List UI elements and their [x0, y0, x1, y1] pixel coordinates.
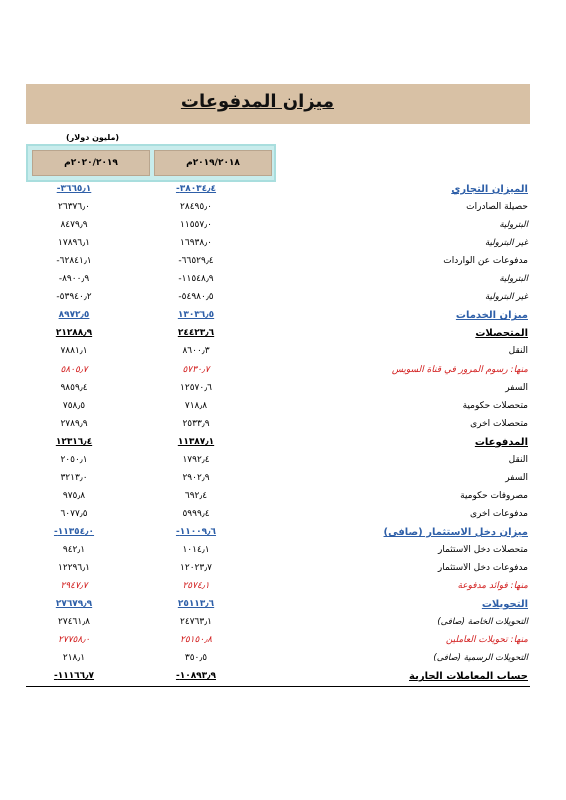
- value-2019-2020: ٨٤٧٩٫٩: [60, 220, 88, 231]
- value-2018-2019: ٣٥٠٫٥: [184, 653, 208, 664]
- row-label: منها: تحويلات العاملين: [445, 635, 528, 646]
- value-2019-2020: -١١٣٥٤٫٠: [53, 526, 95, 537]
- value-2019-2020: ٢٠٥٠٫١: [60, 454, 88, 465]
- table-row: [0, 562, 566, 579]
- value-2019-2020: ٢٧٤٦١٫٨: [58, 617, 90, 628]
- row-label: حصيلة الصادرات: [466, 202, 528, 213]
- value-2019-2020: -٣٦٦٥٫١: [56, 184, 92, 194]
- table-row: [0, 273, 566, 290]
- value-2019-2020: ٧٥٨٫٥: [62, 400, 86, 411]
- row-label: غير البترولية: [485, 238, 528, 249]
- value-2019-2020: ٢٧٨٩٫٩: [60, 418, 88, 429]
- value-2019-2020: -٦٢٨٤١٫١: [56, 256, 92, 267]
- value-2019-2020: ١٢٢٩٦٫١: [58, 563, 90, 574]
- row-label: الميزان التجاري: [451, 184, 528, 195]
- value-2018-2019: ٦٩٢٫٤: [184, 490, 208, 501]
- row-label: البترولية: [499, 274, 528, 285]
- column-header-2018-2019: ٢٠١٩/٢٠١٨م: [154, 150, 272, 176]
- table-row: [0, 237, 566, 254]
- value-2018-2019: ٥٧٣٠٫٧: [182, 364, 210, 375]
- total-rule: [26, 686, 530, 687]
- table-row: [0, 327, 566, 344]
- value-2018-2019: ١٦٩٣٨٫٠: [180, 238, 212, 249]
- value-2019-2020: ٩٨٥٩٫٤: [60, 382, 88, 393]
- value-2018-2019: ٢٤٧٦٣٫١: [180, 617, 212, 628]
- page-title: ميزان المدفوعات: [180, 91, 334, 112]
- table-row: [0, 472, 566, 489]
- row-label: السفر: [505, 382, 528, 393]
- value-2018-2019: ١٠١٤٫١: [182, 545, 210, 555]
- value-2019-2020: -٨٩٠٠٫٩: [58, 274, 90, 285]
- table-row: [0, 580, 566, 597]
- unit-note: (مليون دولار): [66, 133, 120, 142]
- value-2019-2020: ٢٦٣٧٦٫٠: [58, 202, 90, 213]
- value-2018-2019: ٧١٨٫٨: [184, 400, 208, 411]
- value-2018-2019: -١٠٨٩٣٫٩: [175, 671, 217, 682]
- row-label: متحصلات دخل الاستثمار: [438, 545, 528, 555]
- table-row: [0, 544, 566, 561]
- row-label: حساب المعاملات الجارية: [409, 671, 528, 683]
- row-label: متحصلات اخرى: [470, 418, 528, 429]
- table-row: [0, 454, 566, 471]
- row-label: التحويلات الرسمية (صافى): [433, 653, 528, 664]
- value-2019-2020: ٩٧٥٫٨: [62, 490, 86, 501]
- value-2018-2019: ١٢٥٧٠٫٦: [180, 382, 212, 393]
- value-2018-2019: -٣٨٠٣٤٫٤: [175, 184, 217, 194]
- value-2019-2020: ٣٢١٣٫٠: [60, 472, 88, 483]
- row-label: المدفوعات: [474, 436, 528, 448]
- value-2018-2019: ٢٥١١٣٫٦: [177, 599, 215, 610]
- value-2019-2020: ٩٤٢٫١: [62, 545, 86, 555]
- row-label: السفر: [505, 472, 528, 483]
- row-label: مدفوعات دخل الاستثمار: [437, 563, 528, 574]
- value-2019-2020: ٢١٢٨٨٫٩: [55, 328, 93, 339]
- value-2018-2019: ٢٥٣٣٫٩: [182, 418, 210, 429]
- value-2019-2020: ٢٩٤٧٫٧: [60, 581, 88, 592]
- row-label: ميزان الخدمات: [455, 310, 528, 322]
- row-label: غير البترولية: [485, 292, 528, 303]
- row-label: النقل: [508, 346, 528, 357]
- table-row: [0, 255, 566, 272]
- value-2018-2019: -١١٥٤٨٫٩: [178, 274, 214, 285]
- table-row: [0, 183, 566, 200]
- row-label: النقل: [508, 454, 528, 465]
- value-2018-2019: -١١٠٠٩٫٦: [175, 526, 217, 537]
- table-row: [0, 508, 566, 525]
- table-row: [0, 616, 566, 633]
- value-2018-2019: ١١٣٨٧٫١: [177, 436, 215, 447]
- value-2018-2019: ٢٩٠٢٫٩: [182, 472, 210, 483]
- table-row: [0, 400, 566, 417]
- column-header-2019-2020: ٢٠٢٠/٢٠١٩م: [32, 150, 150, 176]
- value-2018-2019: ١٢٠٢٣٫٧: [180, 563, 212, 574]
- value-2018-2019: ١٧٩٢٫٤: [182, 454, 210, 465]
- value-2018-2019: ١٣٠٣٦٫٥: [177, 310, 215, 321]
- value-2019-2020: ٢٧٦٧٩٫٩: [55, 599, 93, 610]
- value-2018-2019: -٥٤٩٨٠٫٥: [178, 292, 214, 303]
- value-2018-2019: ٢٤٤٢٣٫٦: [177, 328, 215, 339]
- table-row: [0, 345, 566, 362]
- title-banner: [26, 84, 530, 124]
- row-label: منها: رسوم المرور في قناة السويس: [391, 364, 528, 375]
- table-row: [0, 526, 566, 543]
- table-row: [0, 364, 566, 381]
- column-header-box: [26, 144, 276, 182]
- row-label: ميزان دخل الاستثمار (صافى): [383, 526, 528, 538]
- row-label: المتحصلات: [475, 328, 528, 340]
- table-row: [0, 219, 566, 236]
- table-row: [0, 418, 566, 435]
- row-label: مدفوعات اخرى: [469, 508, 528, 519]
- table-row: [0, 382, 566, 399]
- value-2019-2020: ١٢٣١٦٫٤: [55, 436, 93, 447]
- value-2019-2020: ٦٠٧٧٫٥: [60, 508, 88, 519]
- table-row: [0, 652, 566, 669]
- row-label: مصروفات حكومية: [460, 490, 528, 501]
- value-2019-2020: ٢١٨٫١: [62, 653, 86, 664]
- row-label: التحويلات الخاصة (صافى): [437, 617, 528, 628]
- row-label: مدفوعات عن الواردات: [443, 256, 528, 267]
- value-2019-2020: -١١١٦٦٫٧: [53, 671, 95, 682]
- table-row: [0, 598, 566, 615]
- row-label: متحصلات حكومية: [462, 400, 528, 411]
- table-row: [0, 291, 566, 308]
- value-2019-2020: ٨٩٧٢٫٥: [58, 310, 90, 321]
- table-row: [0, 634, 566, 651]
- row-label: البترولية: [499, 220, 528, 231]
- table-row: [0, 436, 566, 453]
- value-2018-2019: ٢٥٧٤٫١: [182, 581, 210, 592]
- value-2019-2020: ٧٨٨١٫١: [60, 346, 88, 357]
- table-row: [0, 490, 566, 507]
- table-row: [0, 309, 566, 326]
- value-2019-2020: ١٧٨٩٦٫١: [58, 238, 90, 249]
- table-row: [0, 670, 566, 687]
- value-2018-2019: ٥٩٩٩٫٤: [182, 508, 210, 519]
- row-label: منها: فوائد مدفوعة: [457, 581, 528, 592]
- value-2018-2019: ٢٨٤٩٥٫٠: [180, 202, 212, 213]
- value-2019-2020: ٢٧٧٥٨٫٠: [58, 635, 90, 646]
- value-2018-2019: ٢٥١٥٠٫٨: [180, 635, 212, 646]
- table-row: [0, 201, 566, 218]
- value-2018-2019: ٨٦٠٠٫٣: [182, 346, 210, 357]
- value-2019-2020: ٥٨٠٥٫٧: [60, 364, 88, 375]
- value-2018-2019: ١١٥٥٧٫٠: [180, 220, 212, 231]
- value-2019-2020: -٥٣٩٤٠٫٢: [56, 292, 92, 303]
- row-label: التحويلات: [481, 599, 528, 611]
- value-2018-2019: -٦٦٥٢٩٫٤: [178, 256, 214, 267]
